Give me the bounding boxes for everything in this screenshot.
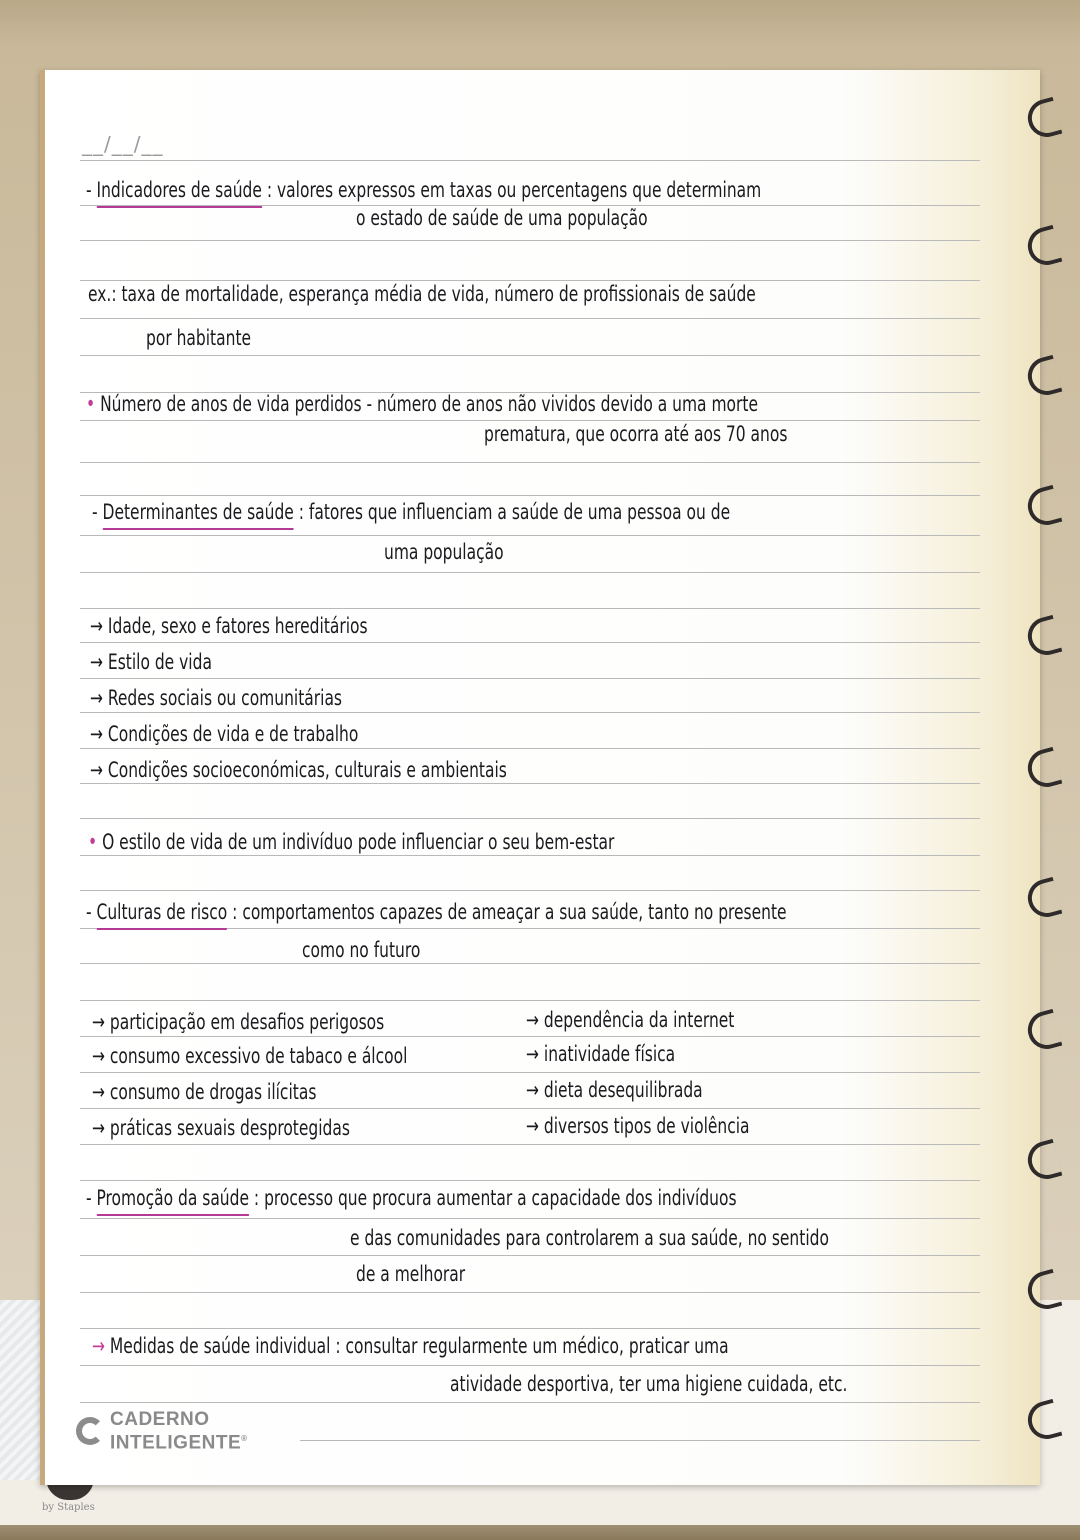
term-highlight: Indicadores de saúde bbox=[96, 178, 262, 202]
term: Medidas de saúde individual bbox=[109, 1334, 331, 1358]
note-anos-perdidos-cont: prematura, que ocorra até aos 70 anos bbox=[484, 422, 788, 446]
note-indicadores: - Indicadores de saúde : valores expressos em taxas ou percentagens que determinam bbox=[86, 178, 762, 202]
arrow-icon: → bbox=[92, 1010, 105, 1034]
note-example-cont: por habitante bbox=[146, 326, 252, 350]
list-item: → dieta desequilibrada bbox=[526, 1078, 703, 1102]
arrow-icon: → bbox=[92, 1044, 105, 1068]
definition: processo que procura aumentar a capacidade dos indivíduos bbox=[264, 1186, 737, 1210]
note-indicadores-cont: o estado de saúde de uma população bbox=[356, 206, 648, 230]
list-item: → Condições socioeconómicas, culturais e ambientais bbox=[90, 758, 507, 782]
definition: comportamentos capazes de ameaçar a sua saúde, tanto no presente bbox=[242, 900, 787, 924]
bullet: - bbox=[92, 500, 98, 524]
term-highlight: Culturas de risco bbox=[96, 900, 228, 924]
note-culturas-risco: - Culturas de risco : comportamentos capazes de ameaçar a sua saúde, tanto no presente bbox=[86, 900, 787, 924]
definition: fatores que influenciam a saúde de uma pessoa ou de bbox=[308, 500, 731, 524]
manufacturer-label: by Staples bbox=[42, 1502, 95, 1513]
note-estilo-vida: • O estilo de vida de um indivíduo pode influenciar o seu bem-estar bbox=[88, 830, 615, 854]
bullet: - bbox=[86, 1186, 92, 1210]
term: Número de anos de vida perdidos bbox=[100, 392, 362, 416]
note-anos-perdidos: • Número de anos de vida perdidos - número de anos não vividos devido a uma morte bbox=[86, 392, 759, 416]
list-item: → consumo excessivo de tabaco e álcool bbox=[92, 1044, 408, 1068]
note-determinantes-cont: uma população bbox=[384, 540, 504, 564]
arrow-icon: → bbox=[90, 650, 103, 674]
bullet: - bbox=[86, 178, 92, 202]
bullet-dot-icon: • bbox=[88, 830, 98, 854]
logo-c-icon bbox=[76, 1417, 104, 1445]
definition: valores expressos em taxas ou percentagens que determinam bbox=[277, 178, 762, 202]
note-culturas-risco-cont: como no futuro bbox=[302, 938, 421, 962]
arrow-icon: → bbox=[526, 1042, 539, 1066]
note-determinantes: - Determinantes de saúde : fatores que influenciam a saúde de uma pessoa ou de bbox=[92, 500, 731, 524]
bullet-dot-icon: • bbox=[86, 392, 96, 416]
note-promocao-cont2: de a melhorar bbox=[356, 1262, 466, 1286]
note-medidas-cont: atividade desportiva, ter uma higiene cuidada, etc. bbox=[450, 1372, 848, 1396]
arrow-icon: → bbox=[92, 1116, 105, 1140]
arrow-icon: → bbox=[90, 758, 103, 782]
brand-logo: CADERNO INTELIGENTE® bbox=[76, 1410, 248, 1452]
date-field: __/__/__ bbox=[82, 132, 164, 156]
note-medidas: → Medidas de saúde individual : consultar regularmente um médico, praticar uma bbox=[92, 1334, 729, 1358]
list-item: → consumo de drogas ilícitas bbox=[92, 1080, 317, 1104]
list-item: → Idade, sexo e fatores hereditários bbox=[90, 614, 368, 638]
arrow-icon: → bbox=[90, 686, 103, 710]
definition: número de anos não vividos devido a uma morte bbox=[376, 392, 759, 416]
bullet: - bbox=[86, 900, 92, 924]
arrow-icon: → bbox=[526, 1078, 539, 1102]
list-item: → inatividade física bbox=[526, 1042, 676, 1066]
list-item: → práticas sexuais desprotegidas bbox=[92, 1116, 350, 1140]
arrow-icon: → bbox=[90, 722, 103, 746]
fabric-texture bbox=[0, 1300, 42, 1480]
list-item: → participação em desafios perigosos bbox=[92, 1010, 385, 1034]
arrow-icon: → bbox=[92, 1334, 105, 1358]
list-item: → Redes sociais ou comunitárias bbox=[90, 686, 343, 710]
list-item: → Estilo de vida bbox=[90, 650, 212, 674]
list-item: → dependência da internet bbox=[526, 1008, 735, 1032]
note-example: ex.: taxa de mortalidade, esperança média de vida, número de profissionais de saúde bbox=[88, 282, 756, 306]
term-highlight: Determinantes de saúde bbox=[102, 500, 294, 524]
term-highlight: Promoção da saúde bbox=[96, 1186, 250, 1210]
arrow-icon: → bbox=[526, 1008, 539, 1032]
arrow-icon: → bbox=[90, 614, 103, 638]
note-promocao-cont: e das comunidades para controlarem a sua saúde, no sentido bbox=[350, 1226, 829, 1250]
list-item: → diversos tipos de violência bbox=[526, 1114, 750, 1138]
definition: consultar regularmente um médico, praticar uma bbox=[345, 1334, 729, 1358]
note-promocao: - Promoção da saúde : processo que procura aumentar a capacidade dos indivíduos bbox=[86, 1186, 737, 1210]
arrow-icon: → bbox=[526, 1114, 539, 1138]
page-edge bbox=[40, 70, 45, 1485]
list-item: → Condições de vida e de trabalho bbox=[90, 722, 359, 746]
arrow-icon: → bbox=[92, 1080, 105, 1104]
